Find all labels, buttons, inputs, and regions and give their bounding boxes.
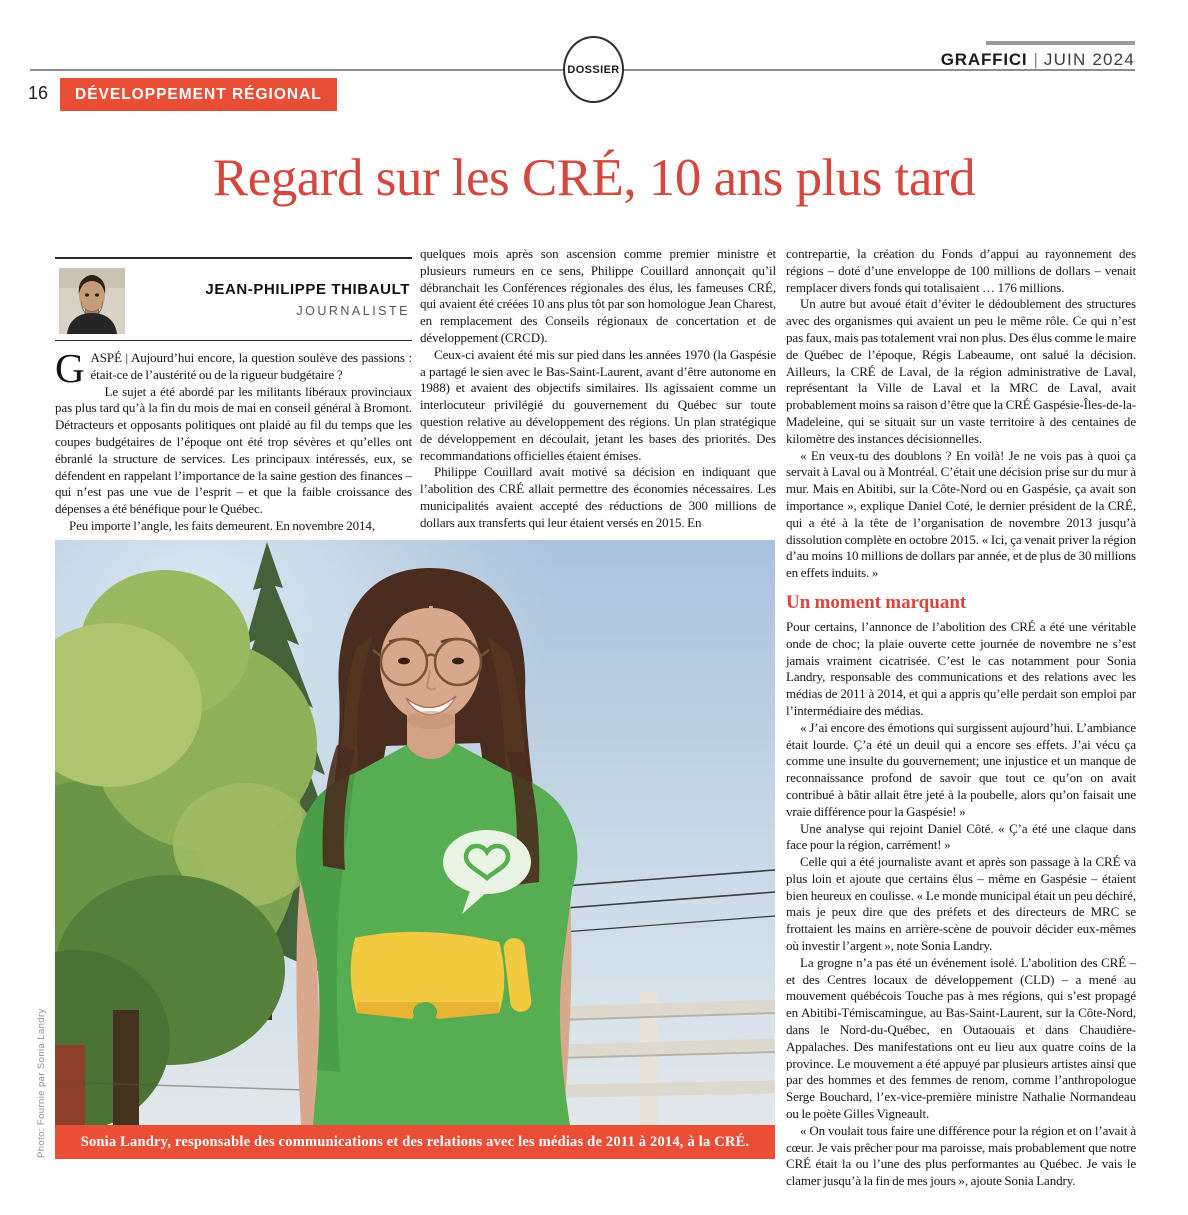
paragraph: Un autre but avoué était d’éviter le dédoublement des structures avec des organismes qui avaient un peu le même rôle. Ce qui n’est pas faux, mais pas totalement vrai non plus. Des élus comme le maire de Québec de l’époque, Régis Labeaume, ont salué la décision. Ailleurs, la CRÉ de Laval, de la région administrative de Laval, représentant la Ville de Laval et la MRC de Laval, avait probablement moins sa raison d’être que la CRÉ Gaspésie-Îles-de-la-Madeleine, qui se situait sur un vaste territoire à des centaines de kilomètre des instances décisionnelles. xyxy=(786,296,1136,446)
paragraph: Philippe Couillard avait motivé sa décision en indiquant que l’abolition des CRÉ allait permettre des économies nécessaires. Les municipalités avaient accepté des réductions de 300 millions de dollars aux transferts qui leur étaient versés en 2015. En xyxy=(420,464,776,530)
photo-caption: Sonia Landry, responsable des communications et des relations avec les médias de 2011 à 2014, à la CRÉ. xyxy=(55,1125,775,1159)
drop-cap: G xyxy=(55,345,85,391)
article-column-3 xyxy=(786,246,1136,1190)
shed-corner xyxy=(55,1045,85,1125)
section-banner: DÉVELOPPEMENT RÉGIONAL xyxy=(60,78,337,111)
article-photo xyxy=(55,540,775,1125)
neck-shadow xyxy=(407,711,455,729)
paragraph: quelques mois après son ascension comme premier ministre et plusieurs rumeurs en ce sens, Philippe Couillard annonçait qu’il débranchait les Conférences régionales des élus, les fameuses CRÉ, qui avaient été créées 10 ans plus tôt par son homologue Jean Charest, en remplacement des Conseils régionaux de concertation et de développement (CRCD). xyxy=(420,246,776,345)
photo-credit: Photo: Fournie par Sonia Landry xyxy=(36,1008,47,1158)
article-photo-block xyxy=(55,540,775,1159)
eye-right xyxy=(452,658,464,665)
article-column-1 xyxy=(55,345,412,535)
article-subhead: Un moment marquant xyxy=(786,591,967,613)
paragraph: « En veux-tu des doublons ? En voilà! Je ne vois pas à quoi ça servait à Laval ou à Montréal. C’était une décision prise sur du mur à mur. Mais en Abitibi, sur la Côte-Nord ou en Gaspésie, ça avait son importance », explique Daniel Coté, le dernier président de la CRÉ, qui a été à la tête de l’organisation de novembre 2013 jusqu’à dissolution complète en octobre 2015. « Ici, ça venait priver la région d’au moins 10 millions de dollars par année, et de plus de 30 millions en effets induits. » xyxy=(786,447,1136,581)
paragraph: « J’ai encore des émotions qui surgissent aujourd’hui. L’ambiance était lourde. Ç’a été un deuil qui a encore ses effets. J’ai vécu ça comme une insulte du gouvernement; une injustice et un manque de reconnaissance profond de savoir que tout ce qu’on on avait contribué à bâtir allait être jeté à la poubelle, alors qu’on faisait une vraie différence pour la Gaspésie! » xyxy=(786,719,1136,819)
paragraph: Peu importe l’angle, les faits demeurent. En novembre 2014, xyxy=(69,517,375,533)
paragraph: Le sujet a été abordé par les militants libéraux provinciaux pas plus tard qu’à la fin du mois de mai en conseil général à Bromont. Détracteurs et opposants politiques ont plaidé au fil du temps que les coupes budgétaires de l’époque ont été trop sévères et qu’elles ont ébranlé la structure de services. Les principaux intéressés, eux, se défendent en rappelant l’importance de la saine gestion des finances – qui n’est pas une vue de l’esprit – et que la faible croissance des dépenses a été bénéfique pour le Québec. xyxy=(55,383,412,517)
article-headline: Regard sur les CRÉ, 10 ans plus tard xyxy=(212,149,976,207)
paragraph: contrepartie, la création du Fonds d’appui au rayonnement des régions – doté d’une enveloppe de 100 millions de dollars – venait remplacer divers fonds qui totalisaient … 176 millions. xyxy=(786,246,1136,295)
face xyxy=(380,606,480,722)
author-name: JEAN-PHILIPPE THIBAULT xyxy=(205,281,410,298)
author-role: JOURNALISTE xyxy=(296,304,410,318)
paragraph: La grogne n’a pas été un événement isolé. L’abolition des CRÉ – et des Centres locaux de développement (CLD) – a mené au mouvement québécois Touche pas à mes régions, qui s’est propagé en Abitibi-Témiscamingue, au Bas-Saint-Laurent, sur la Côte-Nord, dans le Nord-du-Québec, en Outaouais et dans Chaudière-Appalaches. Des manifestations ont eu lieu aux quatre coins de la province. Le mouvement a été appuyé par plusieurs artistes ainsi que par des hommes et des femmes de renom, comme l’anthropologue Serge Bouchard, l’ex-vice-première ministre Nathalie Normandeau ou le poète Gilles Vigneault. xyxy=(786,954,1136,1122)
page-number: 16 xyxy=(28,83,49,103)
masthead-title: GRAFFICI xyxy=(940,50,1028,69)
author-photo xyxy=(59,268,125,334)
paragraph-text: ASPÉ | Aujourd’hui encore, la question soulève des passions : était-ce de l’austérité ou de la rigueur budgétaire ? xyxy=(90,350,412,382)
paragraph: Ceux-ci avaient été mis sur pied dans les années 1970 (la Gaspésie a partagé le sien avec le Bas-Saint-Laurent, avant d’être autonome en 1988) et avaient des objectifs similaires. Ils agissaient comme un interlocuteur privilégié du gouvernement du Québec sur toute question relative au développement des régions. Un plan stratégique de développement en découlait, jetant les bases des priorités. Des recommandations officielles étaient émises. xyxy=(420,346,776,463)
eye-left xyxy=(398,658,410,665)
paragraph: Pour certains, l’annonce de l’abolition des CRÉ a été une véritable onde de choc; la plaie ouverte cette journée de novembre ne s’est jamais vraiment cicatrisée. C’est le cas notamment pour Sonia Landry, responsable des communications et des relations avec les médias de 2011 à 2014, et qui a appris qu’elle perdait son emploi par l’intermédiaire des médias. xyxy=(786,618,1136,718)
paragraph: « On voulait tous faire une différence pour la région et on l’avait à cœur. Je vais prêcher pour ma paroisse, mais probablement que notre CRÉ était la ou l’une des plus performantes au Québec. Je vais le clamer jusqu’à la fin de mes jours », ajoute Sonia Landry. xyxy=(786,1122,1136,1189)
masthead-issue: JUIN 2024 xyxy=(1043,50,1135,69)
masthead xyxy=(941,50,1135,70)
paragraph: Une analyse qui rejoint Daniel Côté. « Ç’a été une claque dans face pour la région, carrément! » xyxy=(786,820,1136,853)
top-right-rule xyxy=(986,41,1135,45)
masthead-separator: | xyxy=(1033,50,1038,69)
author-portrait-drawing xyxy=(59,268,125,334)
dossier-badge: DOSSIER xyxy=(563,36,624,103)
paragraph xyxy=(55,345,412,391)
article-column-2 xyxy=(420,246,776,532)
byline-block xyxy=(55,257,412,341)
paragraph: Celle qui a été journaliste avant et après son passage à la CRÉ va plus loin et ajoute que certains élus – même en Gaspésie – étaient bien heureux en coulisse. « Le monde municipal était un peu déchiré, mais je peux dire que des préfets et des directeurs de MRC se frottaient les mains en arrière-scène de pouvoir décider eux-mêmes où investir l’argent », note Sonia Landry. xyxy=(786,854,1136,954)
